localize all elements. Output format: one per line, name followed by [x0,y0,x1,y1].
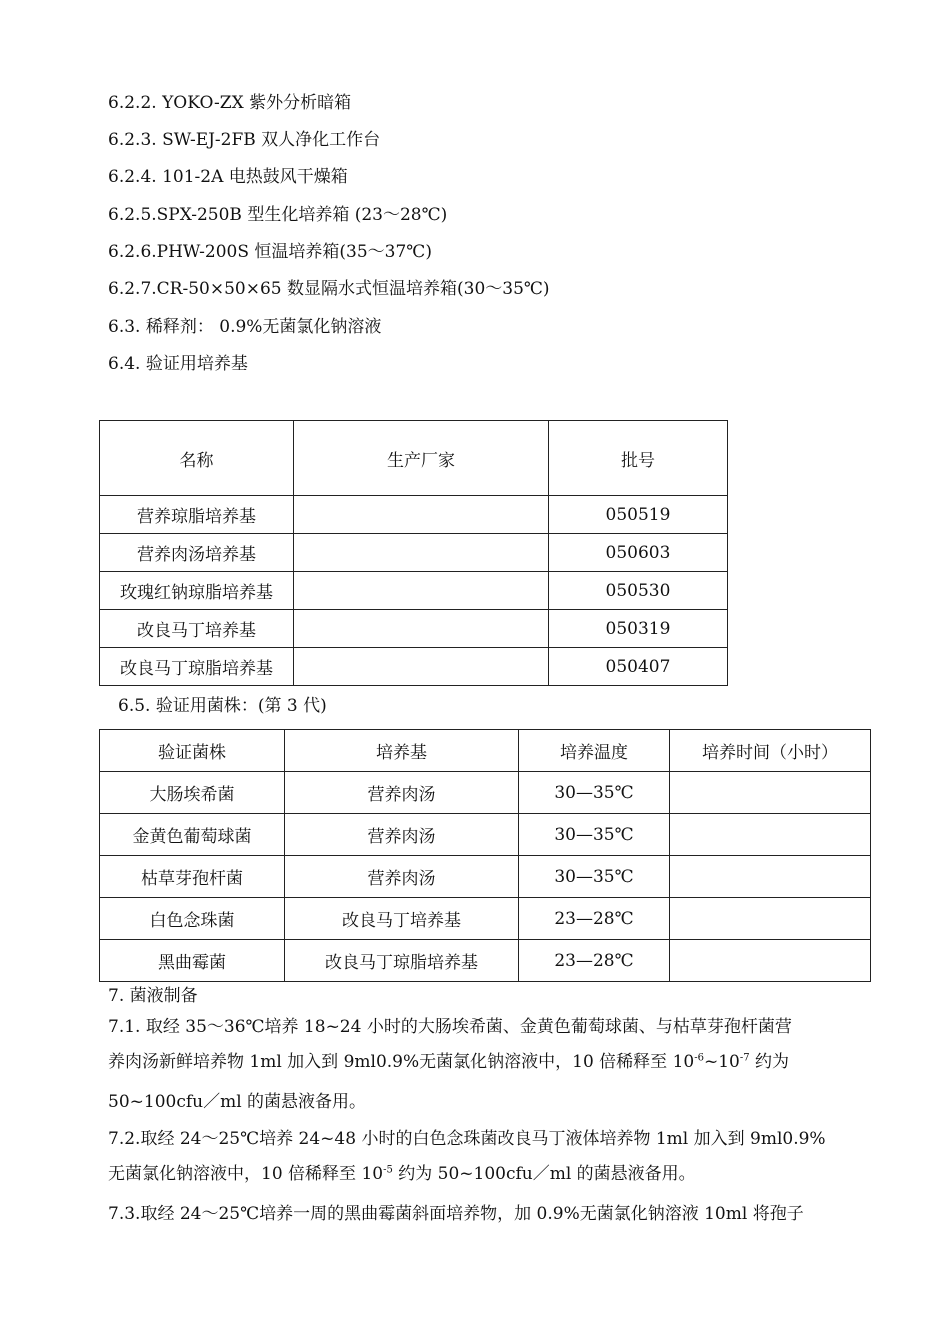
table-row [100,610,728,648]
media-name: 改良马丁培养基 [100,610,294,648]
strain-name: 黑曲霉菌 [100,940,285,982]
strain-medium: 改良马丁培养基 [285,898,519,940]
media-table [99,420,728,686]
exponent: -5 [383,1164,393,1176]
section-7-1-line-3: 50~100cfu／ml 的菌悬液备用。 [108,1092,367,1112]
strain-time [670,856,871,898]
header-temperature: 培养温度 [519,730,670,772]
table-header-row [100,421,728,496]
text-run: 约为 50~100cfu／ml 的菌悬液备用。 [392,1164,696,1184]
media-manufacturer [294,534,549,572]
section-7-1-line-1: 7.1. 取经 35～36℃培养 18~24 小时的大肠埃希菌、金黄色葡萄球菌、与枯草芽孢杆菌营 [108,1017,792,1037]
table-row [100,772,871,814]
media-name: 营养琼脂培养基 [100,496,294,534]
text-run: 约为 [749,1052,790,1072]
media-batch: 050530 [549,572,728,610]
header-name: 名称 [100,421,294,496]
text-run: 养肉汤新鲜培养物 1ml 加入到 9ml0.9%无菌氯化钠溶液中，10 倍稀释至 10 [108,1052,695,1072]
strain-temperature: 30—35℃ [519,772,670,814]
header-batch: 批号 [549,421,728,496]
equipment-line-constant-incubator: 6.2.6.PHW-200S 恒温培养箱(35～37℃) [108,242,432,262]
strain-temperature: 30—35℃ [519,814,670,856]
diluent-line: 6.3. 稀释剂： 0.9%无菌氯化钠溶液 [108,317,382,337]
strain-temperature: 30—35℃ [519,856,670,898]
table-row [100,534,728,572]
table-row [100,496,728,534]
equipment-line-water-jacket-incubator: 6.2.7.CR-50×50×65 数显隔水式恒温培养箱(30～35℃) [108,279,550,299]
strain-table [99,729,871,982]
text-run: 无菌氯化钠溶液中，10 倍稀释至 10 [108,1164,384,1184]
table-row [100,898,871,940]
section-7-2-line-1: 7.2.取经 24～25℃培养 24~48 小时的白色念珠菌改良马丁液体培养物 1ml 加入到 9ml0.9% [108,1129,826,1149]
strain-name: 大肠埃希菌 [100,772,285,814]
strain-heading: 6.5. 验证用菌株：(第 3 代) [118,696,327,716]
header-time: 培养时间（小时） [670,730,871,772]
table-row [100,572,728,610]
header-manufacturer: 生产厂家 [294,421,549,496]
section-7-1-line-2 [108,1051,789,1073]
strain-time [670,772,871,814]
strain-name: 金黄色葡萄球菌 [100,814,285,856]
strain-medium: 改良马丁琼脂培养基 [285,940,519,982]
strain-name: 白色念珠菌 [100,898,285,940]
table-row [100,856,871,898]
media-batch: 050407 [549,648,728,686]
strain-time [670,940,871,982]
strain-medium: 营养肉汤 [285,856,519,898]
strain-temperature: 23—28℃ [519,940,670,982]
media-batch: 050319 [549,610,728,648]
media-heading: 6.4. 验证用培养基 [108,354,248,374]
exponent: -7 [739,1052,750,1064]
media-batch: 050603 [549,534,728,572]
section-7-heading: 7. 菌液制备 [108,986,198,1006]
table-row [100,814,871,856]
exponent: -6 [694,1052,704,1064]
section-7-2-line-2 [108,1163,696,1185]
text-run: ~10 [703,1052,740,1072]
strain-time [670,898,871,940]
section-7-3-line-1: 7.3.取经 24～25℃培养一周的黑曲霉菌斜面培养物，加 0.9%无菌氯化钠溶液 10ml 将孢子 [108,1204,804,1224]
strain-name: 枯草芽孢杆菌 [100,856,285,898]
equipment-line-biochem-incubator: 6.2.5.SPX-250B 型生化培养箱 (23～28℃) [108,205,448,225]
media-name: 改良马丁琼脂培养基 [100,648,294,686]
media-name: 营养肉汤培养基 [100,534,294,572]
strain-medium: 营养肉汤 [285,814,519,856]
media-manufacturer [294,572,549,610]
table-row [100,648,728,686]
table-header-row [100,730,871,772]
header-medium: 培养基 [285,730,519,772]
equipment-line-uv-box: 6.2.2. YOKO-ZX 紫外分析暗箱 [108,93,352,113]
equipment-line-drying-oven: 6.2.4. 101-2A 电热鼓风干燥箱 [108,167,348,187]
media-name: 玫瑰红钠琼脂培养基 [100,572,294,610]
strain-temperature: 23—28℃ [519,898,670,940]
media-manufacturer [294,496,549,534]
media-manufacturer [294,610,549,648]
table-row [100,940,871,982]
media-manufacturer [294,648,549,686]
strain-medium: 营养肉汤 [285,772,519,814]
media-batch: 050519 [549,496,728,534]
strain-time [670,814,871,856]
header-strain: 验证菌株 [100,730,285,772]
equipment-line-clean-bench: 6.2.3. SW-EJ-2FB 双人净化工作台 [108,130,381,150]
